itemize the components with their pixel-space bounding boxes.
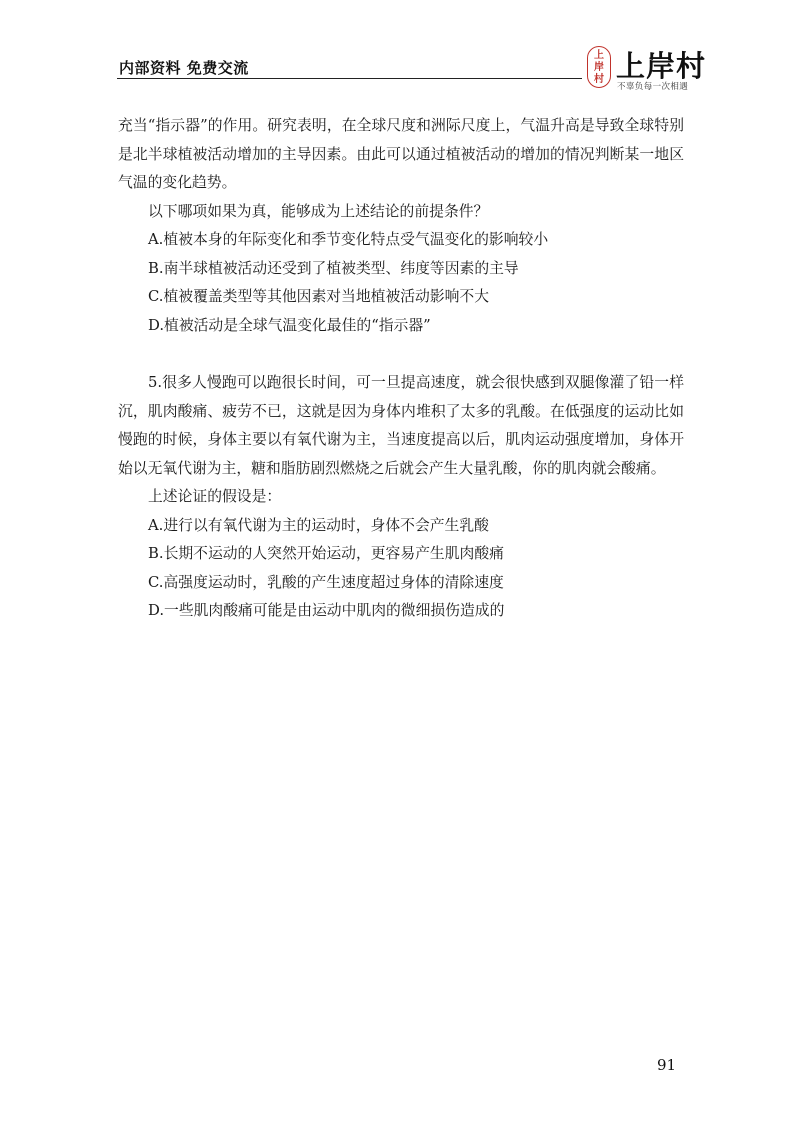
logo-slogan: 不辜负每一次相遇 xyxy=(617,82,689,92)
passage-continuation: 充当“指示器”的作用。研究表明，在全球尺度和洲际尺度上，气温升高是导致全球特别是北半球植被活动增加的主导因素。由此可以通过植被活动的增加的情况判断某一地区气温的变化趋势。 xyxy=(118,117,684,191)
question5-option-a: A.进行以有氧代谢为主的运动时，身体不会产生乳酸 xyxy=(148,516,489,534)
question4-option-c: C.植被覆盖类型等其他因素对当地植被活动影响不大 xyxy=(148,288,490,305)
logo-title: 上岸村 xyxy=(616,49,707,83)
question4-option-a: A.植被本身的年际变化和季节变化特点受气温变化的影响较小 xyxy=(148,231,549,248)
seal-stamp xyxy=(587,46,611,88)
question4-option-b: B.南半球植被活动还受到了植被类型、纬度等因素的主导 xyxy=(148,259,519,277)
page-number: 91 xyxy=(657,1056,677,1074)
question-spacer xyxy=(118,340,684,369)
question5-option-c: C.高强度运动时，乳酸的产生速度超过身体的清除速度 xyxy=(148,573,504,591)
brand-logo xyxy=(587,46,707,92)
header-left-text: 内部资料 免费交流 xyxy=(119,59,249,77)
question5-passage: 5.很多人慢跑可以跑很长时间，可一旦提高速度，就会很快感到双腿像灌了铅一样沉，肌肉酸痛、疲劳不已，这就是因为身体内堆积了太多的乳酸。在低强度的运动比如慢跑的时候，身体主要以有氧代谢为主，当速度提高以后，肌肉运动强度增加，身体开始以无氧代谢为主，糖和脂肪剧烈燃烧之后就会产生大量乳酸，你的肌肉就会酸痛。 xyxy=(118,374,684,477)
header-rule xyxy=(117,78,582,79)
page-content xyxy=(118,112,684,626)
question4-prompt: 以下哪项如果为真，能够成为上述结论的前提条件？ xyxy=(148,202,489,220)
question5-prompt: 上述论证的假设是： xyxy=(148,488,282,505)
question4-option-d: D.植被活动是全球气温变化最佳的“指示器” xyxy=(148,316,431,334)
question5-option-d: D.一些肌肉酸痛可能是由运动中肌肉的微细损伤造成的 xyxy=(148,602,505,619)
question5-option-b: B.长期不运动的人突然开始运动，更容易产生肌肉酸痛 xyxy=(148,545,504,562)
seal-text: 上岸村 xyxy=(594,50,604,85)
